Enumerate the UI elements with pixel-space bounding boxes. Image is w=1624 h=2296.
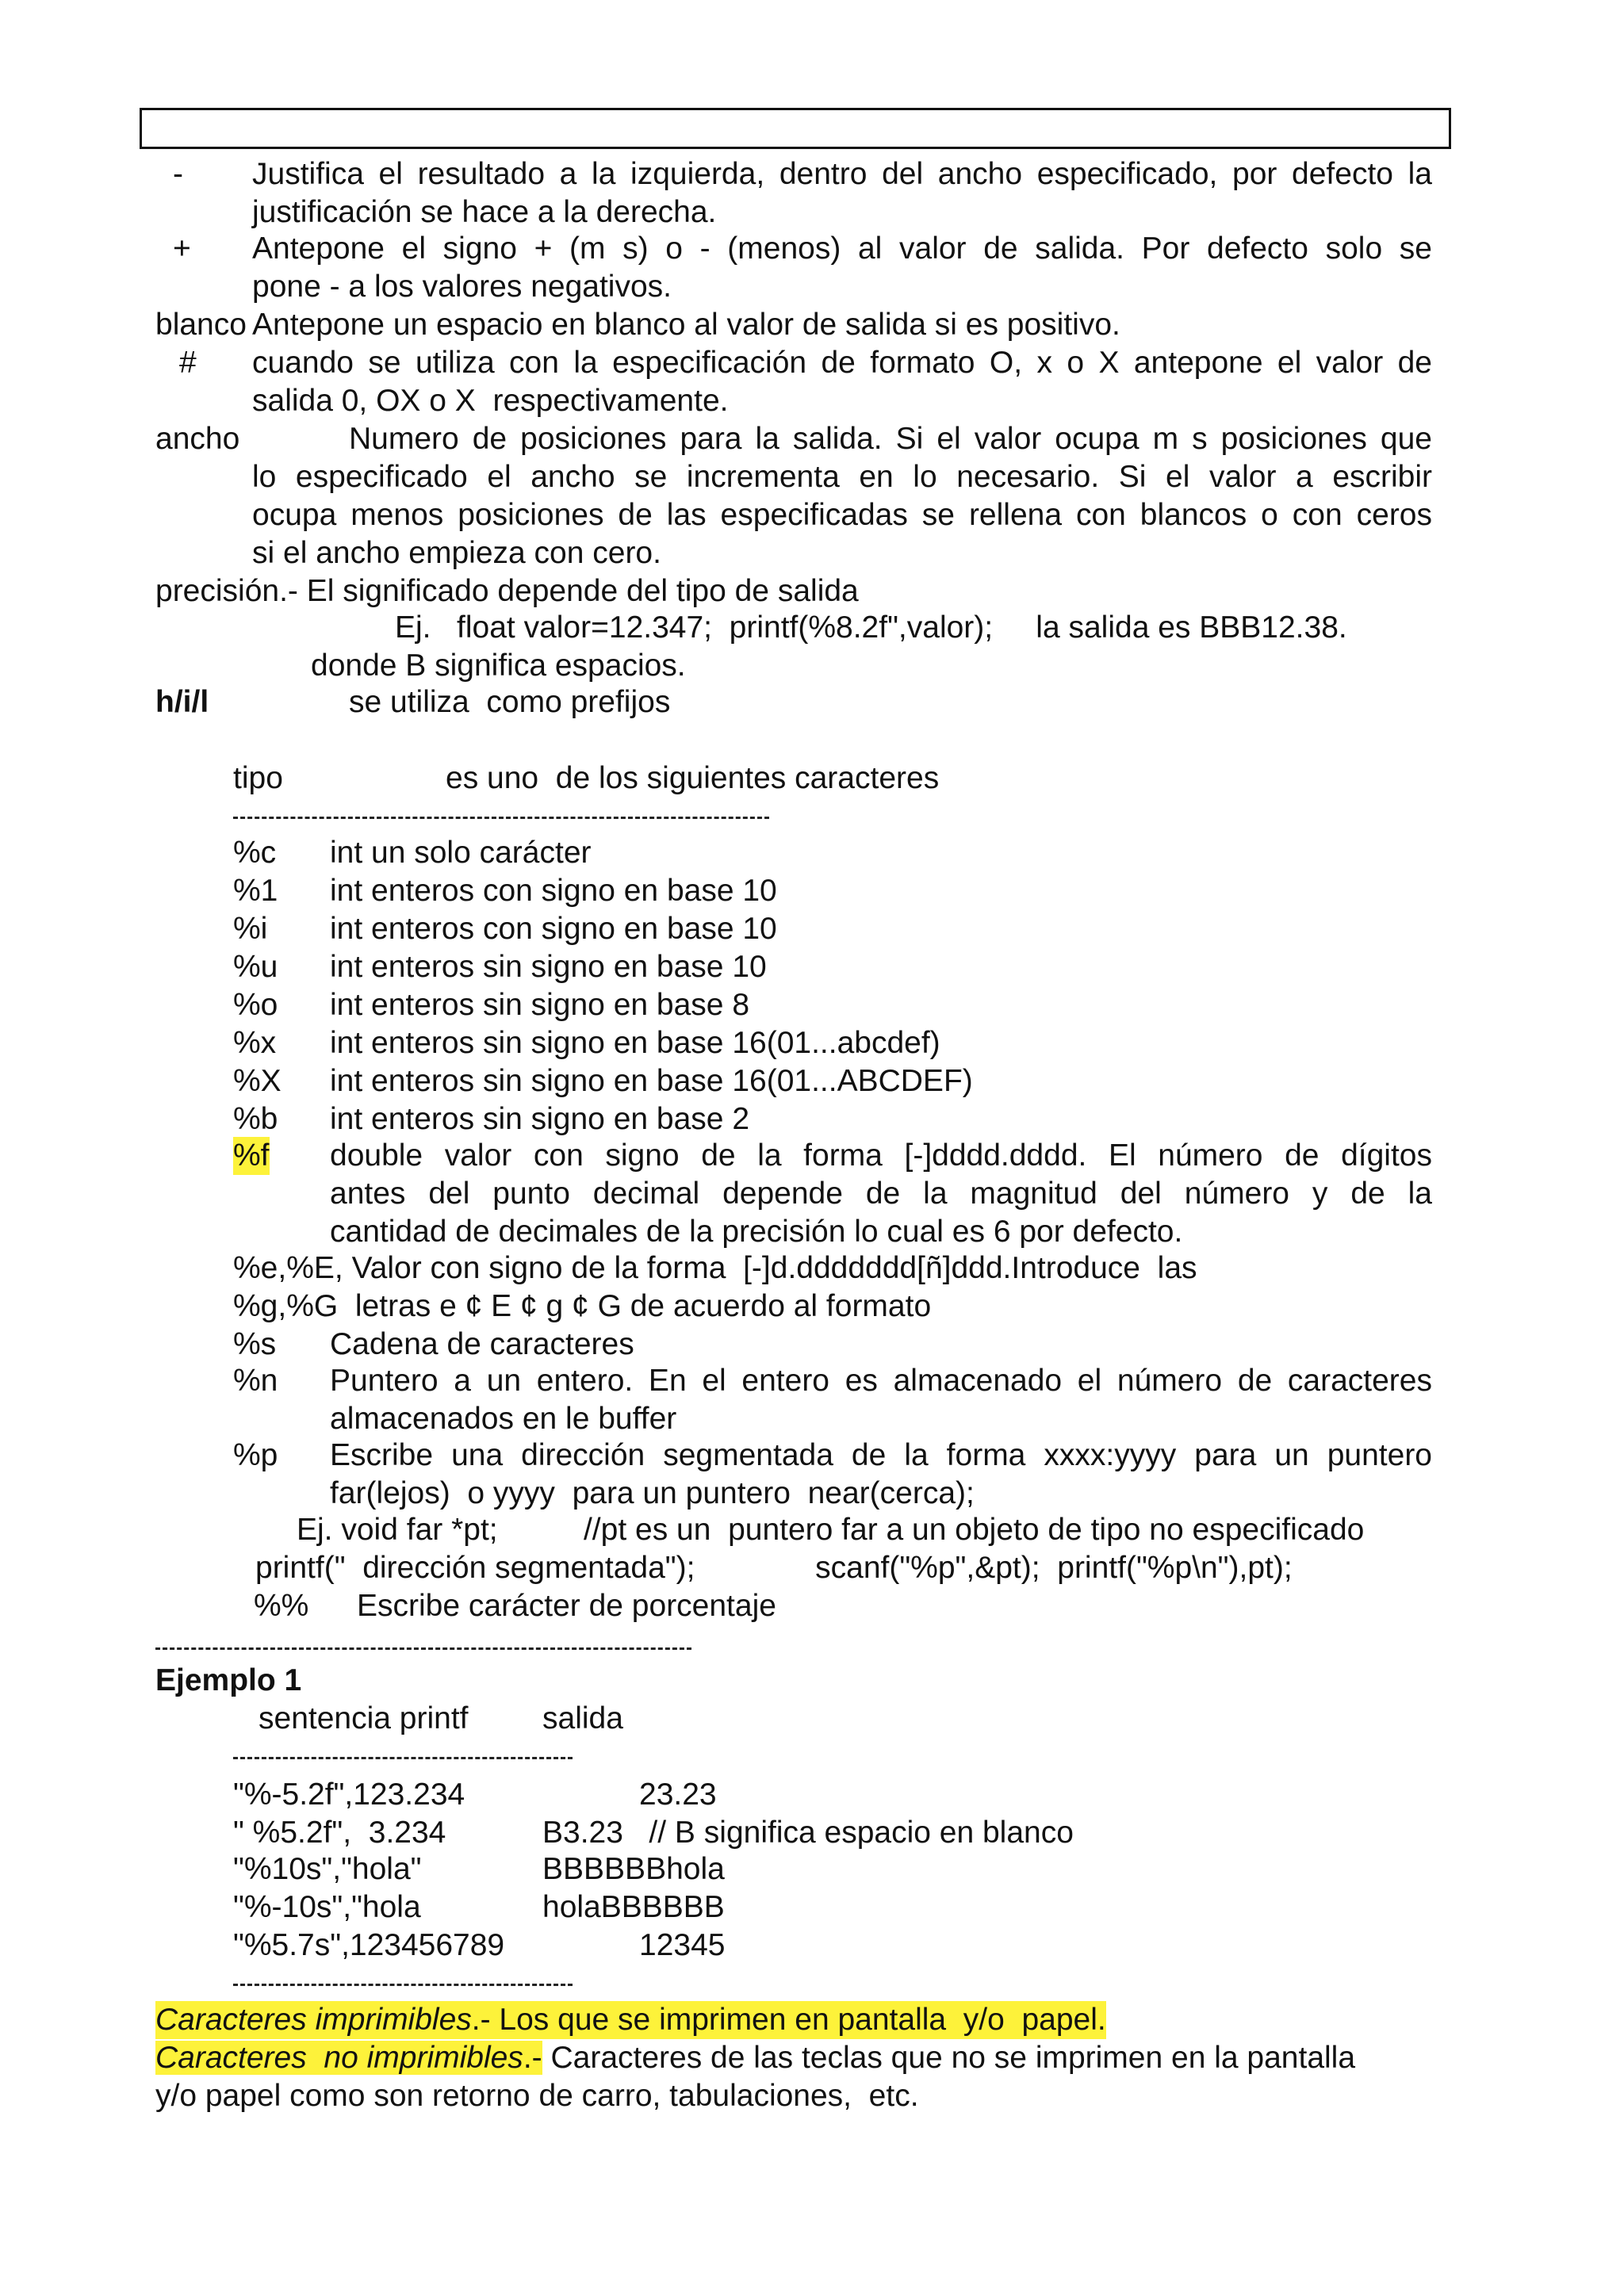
spec-f-line2: antes del punto decimal depende de la magnitud del número y de la [330,1177,1432,1211]
imprimibles-line [155,2001,1106,2039]
imprimibles-term: Caracteres imprimibles [155,2003,472,2037]
ejemplo-out: BBBBBBhola [542,1852,725,1886]
spec-desc: int enteros sin signo en base 2 [330,1102,750,1136]
spec-desc: int enteros sin signo en base 8 [330,988,750,1022]
spec-p-example1: Ej. void far *pt; //pt es un puntero far a un objeto de tipo no especificado [297,1513,1365,1547]
spec-code: %X [233,1064,282,1098]
ancho-line2: ocupa menos posiciones de las especificadas se rellena con blancos o con ceros [252,498,1432,532]
spec-e: %e,%E, Valor con signo de la forma [-]d.ddddddd[ñ]ddd.Introduce las [233,1251,1197,1285]
spec-p-example2: printf(" dirección segmentada"); scanf("%p",&pt); printf("%p\n"),pt); [255,1551,1293,1585]
precision-note: donde B significa espacios. [311,649,686,683]
imprimibles-text: .- Los que se imprimen en pantalla y/o papel. [471,2003,1106,2037]
section-separator [155,1647,691,1650]
spec-p-code: %p [233,1438,278,1472]
flag-blanco-line1: Antepone un espacio en blanco al valor de salida si es positivo. [252,308,1120,342]
tipo-separator [233,817,769,819]
ejemplo-title: Ejemplo 1 [155,1663,302,1697]
ejemplo-out: 23.23 [639,1777,717,1812]
spec-desc: int un solo carácter [330,836,592,870]
spec-desc: int enteros con signo en base 10 [330,874,777,908]
ancho-line1: lo especificado el ancho se incrementa en lo necesario. Si el valor a escribir [252,460,1432,494]
flag-blanco-key: blanco [155,308,247,342]
tipo-key: tipo [233,761,283,795]
header-box [140,108,1451,149]
spec-f-line1: double valor con signo de la forma [-]dddd.dddd. El número de dígitos [330,1138,1432,1173]
spec-f-line3: cantidad de decimales de la precisión lo cual es 6 por defecto. [330,1215,1183,1249]
spec-code: %x [233,1026,277,1060]
spec-code: %b [233,1102,278,1136]
spec-n-code: %n [233,1364,278,1398]
no-imprimibles-term: Caracteres no imprimibles [155,2041,523,2075]
spec-n-line1: Puntero a un entero. En el entero es almacenado el número de caracteres [330,1364,1432,1398]
ejemplo-col2: salida [542,1701,623,1735]
spec-n-line2: almacenados en le buffer [330,1402,677,1436]
spec-desc: int enteros sin signo en base 10 [330,950,767,984]
spec-desc: int enteros sin signo en base 16(01...ABCDEF) [330,1064,973,1098]
ejemplo-out: holaBBBBBB [542,1890,725,1924]
ejemplo-stmt: "%-5.2f",123.234 [233,1777,465,1812]
flag-hash-line1: cuando se utiliza con la especificación de formato O, x o X antepone el valor de [252,346,1432,380]
spec-code: %o [233,988,278,1022]
spec-desc: int enteros sin signo en base 16(01...abcdef) [330,1026,940,1060]
ejemplo-stmt: "%-10s","hola [233,1890,421,1924]
flag-plus-line2: pone - a los valores negativos. [252,270,672,304]
ejemplo-out: B3.23 // B significa espacio en blanco [542,1816,1074,1850]
hil-key: h/i/l [155,685,209,719]
ancho-key: ancho [155,422,240,456]
spec-code: %i [233,912,268,946]
flag-minus-key: - [173,157,183,191]
no-imprimibles-line1 [155,2039,1355,2077]
ancho-first: Numero de posiciones para la salida. Si el valor ocupa m s posiciones que [349,422,1432,456]
spec-code: %1 [233,874,278,908]
spec-pct-code: %% [254,1589,309,1623]
precision-text: precisión.- El significado depende del tipo de salida [155,574,859,608]
flag-plus-key: + [173,232,191,266]
spec-p-line1: Escribe una dirección segmentada de la forma xxxx:yyyy para un puntero [330,1438,1432,1472]
flag-plus-line1: Antepone el signo + (m s) o - (menos) al valor de salida. Por defecto solo se [252,232,1432,266]
no-imprimibles-text1: Caracteres de las teclas que no se imprimen en la pantalla [542,2041,1356,2075]
spec-code: %c [233,836,277,870]
spec-desc: int enteros con signo en base 10 [330,912,777,946]
spec-p-line2: far(lejos) o yyyy para un puntero near(cerca); [330,1476,975,1510]
no-imprimibles-sep: .- [523,2041,542,2075]
flag-hash-key: # [179,346,197,380]
spec-s-desc: Cadena de caracteres [330,1327,634,1361]
flag-hash-line2: salida 0, OX o X respectivamente. [252,384,729,418]
ejemplo-col1: sentencia printf [259,1701,469,1735]
flag-minus-line1: Justifica el resultado a la izquierda, dentro del ancho especificado, por defecto la [252,157,1432,191]
hil-text: se utiliza como prefijos [349,685,671,719]
spec-s-code: %s [233,1327,277,1361]
ejemplo-stmt: "%10s","hola" [233,1852,422,1886]
spec-g: %g,%G letras e ¢ E ¢ g ¢ G de acuerdo al formato [233,1289,932,1323]
ancho-line3: si el ancho empieza con cero. [252,536,661,570]
spec-pct-desc: Escribe carácter de porcentaje [357,1589,776,1623]
ejemplo-stmt: " %5.2f", 3.234 [233,1816,446,1850]
precision-example: Ej. float valor=12.347; printf(%8.2f",valor); la salida es BBB12.38. [395,610,1347,645]
spec-f-code: %f [233,1137,270,1175]
ejemplo-separator-bottom [233,1984,573,1986]
ejemplo-separator [233,1757,573,1759]
spec-code: %u [233,950,278,984]
tipo-text: es uno de los siguientes caracteres [446,761,940,795]
flag-minus-line2: justificación se hace a la derecha. [252,195,717,229]
ejemplo-stmt: "%5.7s",123456789 [233,1928,505,1962]
ejemplo-out: 12345 [639,1928,726,1962]
no-imprimibles-line2: y/o papel como son retorno de carro, tabulaciones, etc. [155,2079,919,2113]
